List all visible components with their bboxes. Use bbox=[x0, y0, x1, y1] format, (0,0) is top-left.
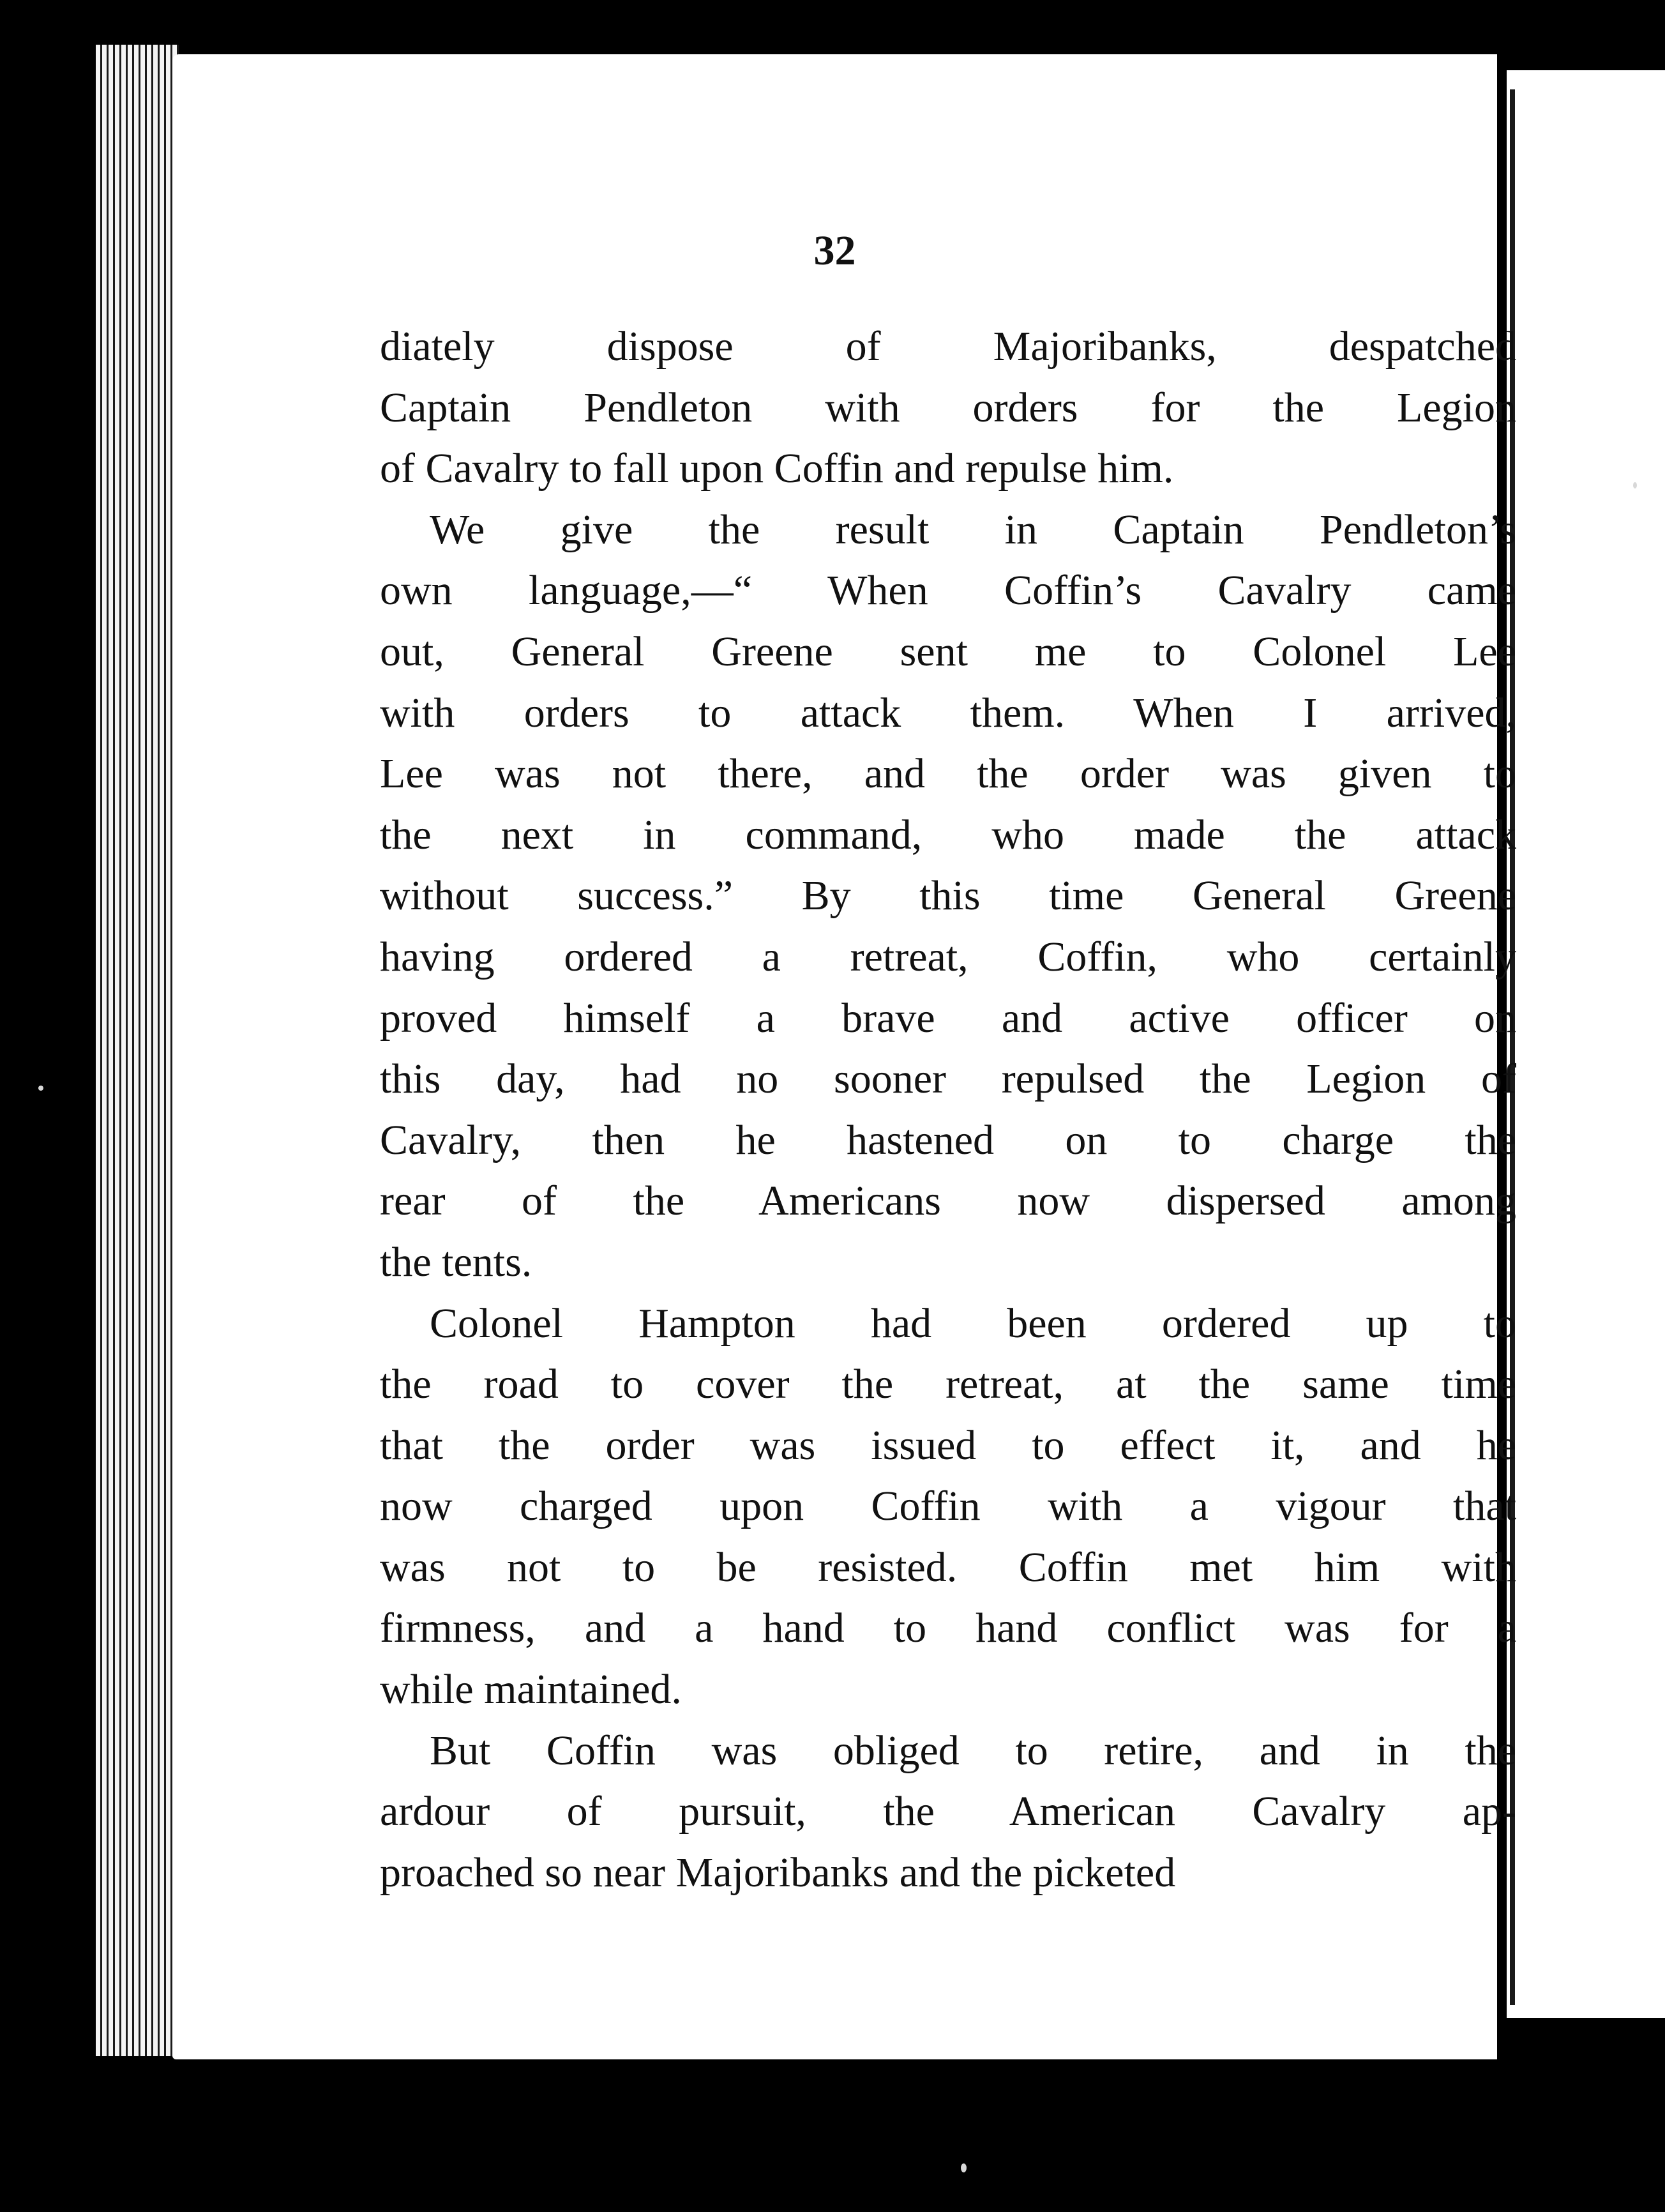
text-line: Captain Pendleton with orders for the Legion bbox=[380, 384, 1516, 431]
text-line: this day, had no sooner repulsed the Legion of bbox=[380, 1056, 1516, 1103]
text-line: diately dispose of Majoribanks, despatched bbox=[380, 323, 1516, 370]
text-line: having ordered a retreat, Coffin, who certainly bbox=[380, 933, 1516, 980]
text-line: with orders to attack them. When I arrived, bbox=[380, 689, 1516, 736]
text-line: Cavalry, then he hastened on to charge the bbox=[380, 1116, 1516, 1163]
text-line: firmness, and a hand to hand conflict was for a bbox=[380, 1605, 1516, 1652]
text-line: now charged upon Coffin with a vigour that bbox=[380, 1483, 1516, 1530]
text-line: rear of the Americans now dispersed among bbox=[380, 1178, 1516, 1225]
page-number: 32 bbox=[813, 227, 856, 274]
book-page bbox=[172, 54, 1516, 2059]
text-line: We give the result in Captain Pendleton’s bbox=[430, 506, 1516, 553]
text-line: without success.” By this time General Greene bbox=[380, 872, 1516, 920]
paragraph bbox=[380, 316, 1516, 499]
text-line: Colonel Hampton had been ordered up to bbox=[430, 1299, 1516, 1347]
text-line: But Coffin was obliged to retire, and in the bbox=[430, 1727, 1516, 1774]
text-line: proved himself a brave and active officer on bbox=[380, 994, 1516, 1042]
text-line: the road to cover the retreat, at the same time bbox=[380, 1361, 1516, 1408]
dust-speck bbox=[961, 2163, 967, 2172]
paragraph bbox=[380, 1720, 1516, 1904]
text-line: that the order was issued to effect it, and he bbox=[380, 1421, 1516, 1469]
text-line: the tents. bbox=[380, 1238, 532, 1285]
dust-speck bbox=[1633, 482, 1637, 489]
page-edges bbox=[96, 45, 179, 2056]
dust-speck bbox=[38, 1086, 43, 1091]
text-line: while maintained. bbox=[380, 1666, 682, 1713]
body-text bbox=[380, 316, 1516, 1903]
text-line: proached so near Majoribanks and the picketed bbox=[380, 1849, 1176, 1896]
text-line: ardour of pursuit, the American Cavalry ap- bbox=[380, 1788, 1516, 1835]
text-line: was not to be resisted. Coffin met him with bbox=[380, 1543, 1516, 1591]
text-line: out, General Greene sent me to Colonel Lee bbox=[380, 628, 1516, 675]
text-line: of Cavalry to fall upon Coffin and repulse him. bbox=[380, 445, 1174, 492]
text-line: Lee was not there, and the order was given to bbox=[380, 750, 1516, 798]
text-line: the next in command, who made the attack bbox=[380, 811, 1516, 858]
text-line: own language,—“ When Coffin’s Cavalry came bbox=[380, 567, 1516, 614]
paragraph bbox=[380, 499, 1516, 1293]
paragraph bbox=[380, 1293, 1516, 1720]
facing-page bbox=[1507, 70, 1665, 2018]
